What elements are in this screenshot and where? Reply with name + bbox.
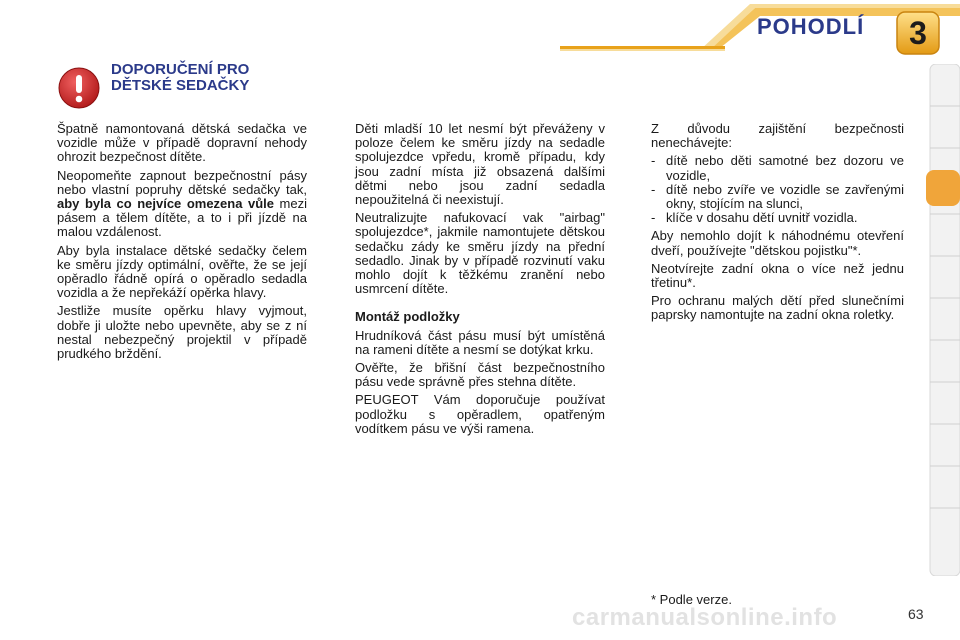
page-number: 63 [908,606,924,622]
warning-title-line-1: DOPORUČENÍ PRO [111,61,250,78]
column-3 [651,122,904,327]
watermark: carmanualsonline.info [572,604,838,631]
paragraph: Špatně namontovaná dětská sedačka ve vozidle může v případě dopravní nehody ohrozit bezpečnost dítěte. [57,121,307,165]
paragraph: Neotvírejte zadní okna o více než jednu třetinu*. [651,260,904,291]
active-chapter-tab[interactable] [926,170,960,206]
footnote: * Podle verze. [651,592,732,607]
paragraph [57,169,307,240]
list-item: - dítě nebo zvíře ve vozidle se zavřenými okny, stojícím na slunci, [651,183,904,211]
warning-title-line-2: DĚTSKÉ SEDAČKY [111,77,250,94]
paragraph: Aby byla instalace dětské sedačky čelem ke směru jízdy optimální, ověřte, že se její opěradlo řádně opírá o opěradlo sedadla vozidla a že nepřekáží opěrka hlavy. [57,242,307,301]
list-item: - dítě nebo děti samotné bez dozoru ve vozidle, [651,154,904,182]
paragraph: Hrudníková část pásu musí být umístěná na rameni dítěte a nesmí se dotýkat krku. [355,327,605,357]
exclamation-icon [57,66,101,110]
paragraph: Neutralizujte nafukovací vak "airbag" spolujezdce*, jakmile namontujete dětskou sedačku zády ke směru jízdy na přední sedadlo. Jinak by v případě rozvinutí vaku mohlo dojít k těžkému zranění nebo usmrcení dítěte. [355,210,605,297]
chapter-tabs [926,64,960,576]
text-run: mezi pásem a tělem dítěte, a to i při jízdě na malou vzdálenost. [57,196,308,240]
paragraph: Jestliže musíte opěrku hlavy vyjmout, dobře ji uložte nebo upevněte, aby se z ní nestal nebezpečný projektil v případě prudkého brždění. [57,303,307,362]
warning-title [111,62,249,94]
paragraph: PEUGEOT Vám doporučuje používat podložku s opěradlem, opatřeným vodítkem pásu ve výši ramena. [355,392,605,436]
paragraph: Z důvodu zajištění bezpečnosti nenechávejte: [651,121,904,151]
text-run: Neopomeňte zapnout bezpečnostní pásy nebo vlastní popruhy dětské sedačky tak, [57,167,307,197]
paragraph: Děti mladší 10 let nesmí být převáženy v poloze čelem ke směru jízdy na sedadle spolujezdce vpředu, kromě případu, kdy jsou zadní místa již obsazená dalšími dětmi nebo jsou zadní sedadla nepoužitelná či neexistují. [355,121,605,208]
paragraph: Pro ochranu malých dětí před slunečními paprsky namontujte na zadní okna roletky. [651,293,904,323]
list-item: - klíče v dosahu dětí uvnitř vozidla. [651,211,904,225]
chapter-number: 3 [909,15,927,51]
column-1 [57,122,307,365]
paragraph: Ověřte, že břišní část bezpečnostního pásu vede správně přes stehna dítěte. [355,360,605,390]
bold-text: aby byla co nejvíce omezena vůle [57,196,275,212]
chapter-title: POHODLÍ [757,14,865,39]
column-2 [355,122,605,440]
subheading: Montáž podložky [355,309,460,325]
paragraph: Aby nemohlo dojít k náhodnému otevření dveří, používejte "dětskou pojistku"*. [651,228,904,258]
warning-list [651,154,904,225]
